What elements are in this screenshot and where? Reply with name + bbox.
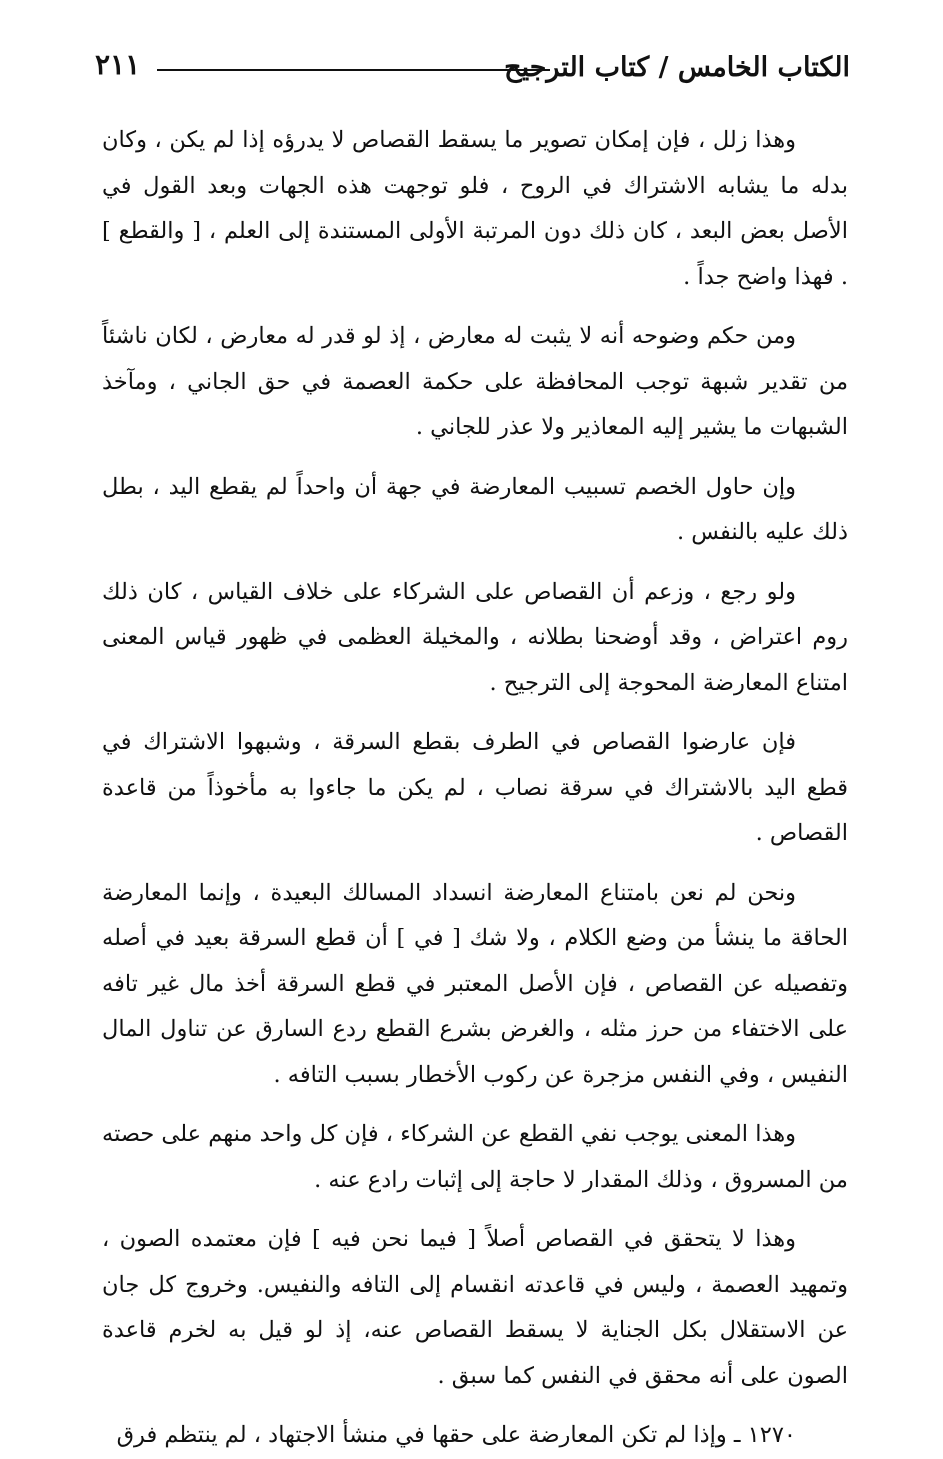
final-paragraph-text: وإذا لم تكن المعارضة على حقها في منشأ الاجتهاد ، لم ينتظم فرق xyxy=(116,1422,727,1448)
running-title: الكتاب الخامس / كتاب الترجيح xyxy=(504,52,850,83)
body-text xyxy=(102,118,848,1459)
page-number: ٢١١ xyxy=(95,48,141,81)
paragraph: ولو رجع ، وزعم أن القصاص على الشركاء على خلاف القياس ، كان ذلك روم اعتراض ، وقد أوضحنا بطلانه ، والمخيلة العظمى في ظهور قياس المعنى امتناع المعارضة المحوجة إلى الترجيح . xyxy=(102,578,848,696)
page-header xyxy=(95,42,850,102)
paragraph: ونحن لم نعن بامتناع المعارضة انسداد المسالك البعيدة ، وإنما المعارضة الحاقة ما ينشأ من وضع الكلام ، ولا شك [ في ] أن قطع السرقة بعيد في أصله وتفصيله عن القصاص ، فإن الأصل المعتبر في قطع السرقة أخذ مال غير تافه على الاختفاء من حرز مثله ، والغرض بشرع القطع ردع السارق عن تناول المال النفيس ، وفي النفس مزجرة عن ركوب الأخطار بسبب التافه . xyxy=(102,879,848,1088)
paragraph: وهذا المعنى يوجب نفي القطع عن الشركاء ، فإن كل واحد منهم على حصته من المسروق ، وذلك المقدار لا حاجة إلى إثبات رادع عنه . xyxy=(102,1121,848,1193)
paragraph: ومن حكم وضوحه أنه لا يثبت له معارض ، إذ لو قدر له معارض ، لكان ناشئاً من تقدير شبهة توجب المحافظة على حكمة العصمة في حق الجاني ، ومآخذ الشبهات ما يشير إليه المعاذير ولا عذر للجاني . xyxy=(102,323,848,440)
paragraph: وهذا لا يتحقق في القصاص أصلاً [ فيما نحن فيه ] فإن معتمده الصون ، وتمهيد العصمة ، وليس في قاعدته انقسام إلى التافه والنفيس. وخروج كل جان عن الاستقلال بكل الجناية لا يسقط القصاص عنه، إذ لو قيل به لخرم قاعدة الصون على أنه محقق في النفس كما سبق . xyxy=(102,1226,848,1389)
header-rule xyxy=(157,69,550,71)
final-paragraph xyxy=(102,1413,848,1459)
paragraph: وهذا زلل ، فإن إمكان تصوير ما يسقط القصاص لا يدرؤه إذا لم يكن ، وكان بدله ما يشابه الاشتراك في الروح ، فلو توجهت هذه الجهات وبعد القول في الأصل بعض البعد ، كان ذلك دون المرتبة الأولى المستندة إلى العلم ، [ والقطع ] . فهذا واضح جداً . xyxy=(102,127,848,290)
paragraph: فإن عارضوا القصاص في الطرف بقطع السرقة ، وشبهوا الاشتراك في قطع اليد بالاشتراك في سرقة نصاب ، لم يكن ما جاءوا به مأخوذاً من قاعدة القصاص . xyxy=(102,729,848,846)
paragraph: وإن حاول الخصم تسبيب المعارضة في جهة أن واحداً لم يقطع اليد ، بطل ذلك عليه بالنفس . xyxy=(102,473,848,545)
paragraph-number: ١٢٧٠ ـ xyxy=(733,1422,796,1448)
